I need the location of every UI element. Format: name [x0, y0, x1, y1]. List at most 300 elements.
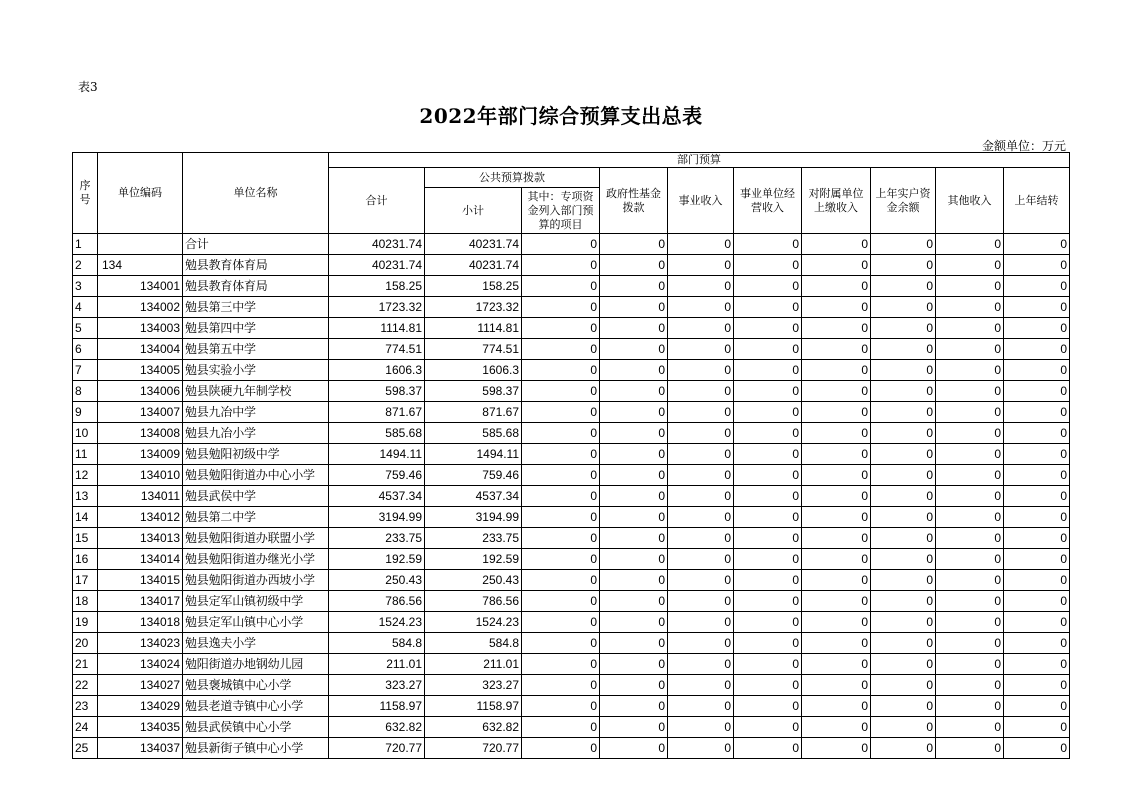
cell-seq: 15	[73, 528, 98, 549]
cell-seq: 22	[73, 675, 98, 696]
cell-seq: 13	[73, 486, 98, 507]
cell-name: 勉县武侯镇中心小学	[183, 717, 329, 738]
cell-c3: 0	[668, 654, 734, 675]
cell-c6: 0	[871, 633, 936, 654]
cell-c3: 0	[668, 234, 734, 255]
cell-c5: 0	[802, 507, 871, 528]
cell-c7: 0	[936, 297, 1004, 318]
cell-name: 勉县教育体育局	[183, 255, 329, 276]
header-seq: 序号	[73, 153, 98, 234]
cell-name: 勉县九冶小学	[183, 423, 329, 444]
cell-subtotal: 323.27	[425, 675, 522, 696]
cell-c1: 0	[522, 675, 600, 696]
cell-c3: 0	[668, 633, 734, 654]
header-name: 单位名称	[183, 153, 329, 234]
cell-total: 585.68	[329, 423, 425, 444]
cell-c3: 0	[668, 486, 734, 507]
cell-c5: 0	[802, 591, 871, 612]
table-row	[73, 507, 1070, 528]
cell-c8: 0	[1004, 633, 1070, 654]
cell-name: 勉县勉阳初级中学	[183, 444, 329, 465]
table-row	[73, 591, 1070, 612]
cell-code: 134029	[98, 696, 183, 717]
cell-code: 134009	[98, 444, 183, 465]
cell-c4: 0	[734, 423, 802, 444]
cell-subtotal: 250.43	[425, 570, 522, 591]
cell-c7: 0	[936, 423, 1004, 444]
cell-name: 勉县勉阳街道办联盟小学	[183, 528, 329, 549]
cell-c8: 0	[1004, 381, 1070, 402]
cell-total: 158.25	[329, 276, 425, 297]
cell-c1: 0	[522, 339, 600, 360]
cell-c7: 0	[936, 612, 1004, 633]
cell-total: 598.37	[329, 381, 425, 402]
cell-c2: 0	[600, 360, 668, 381]
cell-name: 勉县定军山镇中心小学	[183, 612, 329, 633]
cell-c4: 0	[734, 318, 802, 339]
table-row	[73, 276, 1070, 297]
cell-c5: 0	[802, 318, 871, 339]
cell-subtotal: 1158.97	[425, 696, 522, 717]
header-subtotal: 小计	[425, 188, 522, 234]
cell-total: 40231.74	[329, 255, 425, 276]
cell-code: 134023	[98, 633, 183, 654]
cell-c8: 0	[1004, 696, 1070, 717]
table-row	[73, 465, 1070, 486]
cell-seq: 21	[73, 654, 98, 675]
cell-total: 871.67	[329, 402, 425, 423]
cell-c8: 0	[1004, 549, 1070, 570]
cell-subtotal: 1606.3	[425, 360, 522, 381]
cell-c6: 0	[871, 255, 936, 276]
cell-c1: 0	[522, 570, 600, 591]
cell-subtotal: 40231.74	[425, 255, 522, 276]
cell-c2: 0	[600, 528, 668, 549]
unit-label: 金额单位：万元	[981, 139, 1066, 153]
cell-c4: 0	[734, 339, 802, 360]
cell-c5: 0	[802, 423, 871, 444]
cell-c7: 0	[936, 318, 1004, 339]
cell-subtotal: 233.75	[425, 528, 522, 549]
cell-c8: 0	[1004, 360, 1070, 381]
cell-c1: 0	[522, 507, 600, 528]
cell-c1: 0	[522, 696, 600, 717]
cell-c7: 0	[936, 549, 1004, 570]
cell-c8: 0	[1004, 528, 1070, 549]
cell-c7: 0	[936, 528, 1004, 549]
cell-seq: 11	[73, 444, 98, 465]
header-other-income: 其他收入	[936, 168, 1004, 234]
cell-c1: 0	[522, 612, 600, 633]
cell-c2: 0	[600, 276, 668, 297]
cell-seq: 2	[73, 255, 98, 276]
cell-total: 192.59	[329, 549, 425, 570]
cell-c1: 0	[522, 234, 600, 255]
cell-c7: 0	[936, 570, 1004, 591]
cell-c1: 0	[522, 423, 600, 444]
cell-c2: 0	[600, 549, 668, 570]
cell-c7: 0	[936, 486, 1004, 507]
header-dept-budget: 部门预算	[329, 153, 1070, 168]
cell-c3: 0	[668, 696, 734, 717]
cell-c4: 0	[734, 717, 802, 738]
cell-code: 134002	[98, 297, 183, 318]
cell-c6: 0	[871, 318, 936, 339]
cell-c8: 0	[1004, 570, 1070, 591]
cell-name: 勉县实验小学	[183, 360, 329, 381]
cell-c7: 0	[936, 591, 1004, 612]
cell-c1: 0	[522, 444, 600, 465]
cell-seq: 14	[73, 507, 98, 528]
table-row	[73, 444, 1070, 465]
cell-c8: 0	[1004, 486, 1070, 507]
table-row	[73, 675, 1070, 696]
cell-c3: 0	[668, 360, 734, 381]
cell-c5: 0	[802, 381, 871, 402]
cell-c8: 0	[1004, 465, 1070, 486]
cell-code: 134014	[98, 549, 183, 570]
cell-seq: 23	[73, 696, 98, 717]
cell-c3: 0	[668, 507, 734, 528]
cell-code: 134013	[98, 528, 183, 549]
cell-subtotal: 774.51	[425, 339, 522, 360]
table-row	[73, 423, 1070, 444]
cell-c2: 0	[600, 591, 668, 612]
cell-c6: 0	[871, 612, 936, 633]
cell-c7: 0	[936, 465, 1004, 486]
cell-c4: 0	[734, 696, 802, 717]
cell-name: 勉县第二中学	[183, 507, 329, 528]
cell-seq: 3	[73, 276, 98, 297]
cell-total: 1158.97	[329, 696, 425, 717]
cell-c4: 0	[734, 570, 802, 591]
header-code: 单位编码	[98, 153, 183, 234]
table-row	[73, 360, 1070, 381]
cell-c7: 0	[936, 276, 1004, 297]
cell-c5: 0	[802, 339, 871, 360]
cell-c1: 0	[522, 528, 600, 549]
cell-subtotal: 720.77	[425, 738, 522, 759]
cell-c6: 0	[871, 423, 936, 444]
cell-c5: 0	[802, 696, 871, 717]
cell-c3: 0	[668, 591, 734, 612]
page-title: 2022年部门综合预算支出总表	[419, 104, 703, 128]
cell-code	[98, 234, 183, 255]
cell-total: 323.27	[329, 675, 425, 696]
header-prior-balance: 上年实户资金余额	[871, 168, 936, 234]
cell-c4: 0	[734, 507, 802, 528]
cell-c3: 0	[668, 318, 734, 339]
cell-c6: 0	[871, 738, 936, 759]
cell-c3: 0	[668, 444, 734, 465]
cell-c1: 0	[522, 486, 600, 507]
cell-c8: 0	[1004, 402, 1070, 423]
cell-c4: 0	[734, 276, 802, 297]
cell-seq: 18	[73, 591, 98, 612]
cell-c8: 0	[1004, 423, 1070, 444]
cell-seq: 7	[73, 360, 98, 381]
cell-total: 233.75	[329, 528, 425, 549]
cell-name: 勉县勉阳街道办继光小学	[183, 549, 329, 570]
cell-total: 1114.81	[329, 318, 425, 339]
cell-c2: 0	[600, 654, 668, 675]
cell-c5: 0	[802, 255, 871, 276]
cell-subtotal: 1723.32	[425, 297, 522, 318]
cell-c5: 0	[802, 486, 871, 507]
cell-c5: 0	[802, 276, 871, 297]
cell-code: 134035	[98, 717, 183, 738]
cell-c5: 0	[802, 738, 871, 759]
cell-c6: 0	[871, 591, 936, 612]
table-body	[73, 234, 1070, 759]
cell-total: 250.43	[329, 570, 425, 591]
cell-c5: 0	[802, 402, 871, 423]
cell-name: 勉县教育体育局	[183, 276, 329, 297]
cell-c6: 0	[871, 528, 936, 549]
cell-c7: 0	[936, 402, 1004, 423]
cell-c3: 0	[668, 465, 734, 486]
cell-seq: 20	[73, 633, 98, 654]
cell-c2: 0	[600, 717, 668, 738]
table-row	[73, 234, 1070, 255]
cell-c4: 0	[734, 234, 802, 255]
cell-seq: 5	[73, 318, 98, 339]
cell-c3: 0	[668, 612, 734, 633]
cell-name: 勉阳街道办地钢幼儿园	[183, 654, 329, 675]
cell-subtotal: 1494.11	[425, 444, 522, 465]
table-label: 表3	[78, 80, 98, 94]
cell-code: 134018	[98, 612, 183, 633]
cell-c8: 0	[1004, 612, 1070, 633]
cell-seq: 25	[73, 738, 98, 759]
cell-code: 134006	[98, 381, 183, 402]
table-row	[73, 255, 1070, 276]
cell-c2: 0	[600, 381, 668, 402]
cell-c2: 0	[600, 486, 668, 507]
cell-total: 211.01	[329, 654, 425, 675]
cell-subtotal: 1524.23	[425, 612, 522, 633]
cell-code: 134008	[98, 423, 183, 444]
cell-seq: 17	[73, 570, 98, 591]
cell-name: 勉县勉阳街道办西坡小学	[183, 570, 329, 591]
cell-c6: 0	[871, 360, 936, 381]
cell-name: 勉县老道寺镇中心小学	[183, 696, 329, 717]
header-affiliate-income: 对附属单位上缴收入	[802, 168, 871, 234]
cell-total: 40231.74	[329, 234, 425, 255]
cell-c5: 0	[802, 465, 871, 486]
cell-seq: 4	[73, 297, 98, 318]
header-public-budget: 公共预算拨款	[425, 168, 600, 188]
cell-c8: 0	[1004, 654, 1070, 675]
cell-c4: 0	[734, 612, 802, 633]
table-row	[73, 486, 1070, 507]
table-row	[73, 612, 1070, 633]
table-row	[73, 381, 1070, 402]
cell-c5: 0	[802, 675, 871, 696]
table-row	[73, 297, 1070, 318]
cell-c1: 0	[522, 738, 600, 759]
header-operating-income: 事业单位经营收入	[734, 168, 802, 234]
cell-code: 134004	[98, 339, 183, 360]
cell-c1: 0	[522, 297, 600, 318]
cell-subtotal: 598.37	[425, 381, 522, 402]
table-row	[73, 339, 1070, 360]
cell-c8: 0	[1004, 255, 1070, 276]
table-row	[73, 738, 1070, 759]
cell-c6: 0	[871, 486, 936, 507]
cell-c2: 0	[600, 339, 668, 360]
cell-total: 3194.99	[329, 507, 425, 528]
cell-subtotal: 1114.81	[425, 318, 522, 339]
cell-total: 632.82	[329, 717, 425, 738]
cell-c3: 0	[668, 297, 734, 318]
cell-c3: 0	[668, 570, 734, 591]
cell-c7: 0	[936, 507, 1004, 528]
cell-subtotal: 40231.74	[425, 234, 522, 255]
cell-c6: 0	[871, 465, 936, 486]
cell-c8: 0	[1004, 507, 1070, 528]
cell-c6: 0	[871, 444, 936, 465]
cell-code: 134015	[98, 570, 183, 591]
cell-c2: 0	[600, 738, 668, 759]
cell-c2: 0	[600, 696, 668, 717]
cell-c7: 0	[936, 675, 1004, 696]
cell-c6: 0	[871, 675, 936, 696]
budget-table	[72, 152, 1070, 759]
cell-subtotal: 759.46	[425, 465, 522, 486]
cell-c8: 0	[1004, 444, 1070, 465]
cell-c4: 0	[734, 255, 802, 276]
header-prior-carryover: 上年结转	[1004, 168, 1070, 234]
cell-c3: 0	[668, 339, 734, 360]
cell-c3: 0	[668, 549, 734, 570]
table-row	[73, 654, 1070, 675]
cell-c3: 0	[668, 255, 734, 276]
cell-c7: 0	[936, 360, 1004, 381]
cell-c2: 0	[600, 318, 668, 339]
cell-c1: 0	[522, 717, 600, 738]
cell-code: 134007	[98, 402, 183, 423]
cell-name: 勉县武侯中学	[183, 486, 329, 507]
cell-name: 勉县逸夫小学	[183, 633, 329, 654]
cell-subtotal: 4537.34	[425, 486, 522, 507]
table-row	[73, 717, 1070, 738]
cell-c4: 0	[734, 465, 802, 486]
cell-total: 584.8	[329, 633, 425, 654]
cell-code: 134005	[98, 360, 183, 381]
cell-c3: 0	[668, 381, 734, 402]
cell-seq: 16	[73, 549, 98, 570]
cell-total: 759.46	[329, 465, 425, 486]
cell-c2: 0	[600, 570, 668, 591]
cell-seq: 8	[73, 381, 98, 402]
cell-c3: 0	[668, 738, 734, 759]
cell-code: 134012	[98, 507, 183, 528]
cell-c1: 0	[522, 276, 600, 297]
cell-c2: 0	[600, 255, 668, 276]
cell-c4: 0	[734, 675, 802, 696]
cell-c2: 0	[600, 234, 668, 255]
cell-code: 134024	[98, 654, 183, 675]
cell-c7: 0	[936, 381, 1004, 402]
cell-name: 勉县褒城镇中心小学	[183, 675, 329, 696]
cell-c2: 0	[600, 423, 668, 444]
table-row	[73, 318, 1070, 339]
cell-c5: 0	[802, 570, 871, 591]
cell-name: 勉县九冶中学	[183, 402, 329, 423]
cell-c7: 0	[936, 654, 1004, 675]
cell-c2: 0	[600, 444, 668, 465]
cell-total: 4537.34	[329, 486, 425, 507]
cell-c4: 0	[734, 402, 802, 423]
cell-c7: 0	[936, 234, 1004, 255]
cell-c4: 0	[734, 633, 802, 654]
cell-seq: 12	[73, 465, 98, 486]
cell-c5: 0	[802, 360, 871, 381]
cell-name: 勉县陕硬九年制学校	[183, 381, 329, 402]
cell-c4: 0	[734, 528, 802, 549]
cell-c6: 0	[871, 507, 936, 528]
table-row	[73, 549, 1070, 570]
cell-c6: 0	[871, 276, 936, 297]
cell-c1: 0	[522, 654, 600, 675]
cell-c5: 0	[802, 549, 871, 570]
cell-c4: 0	[734, 654, 802, 675]
cell-c3: 0	[668, 276, 734, 297]
cell-c6: 0	[871, 339, 936, 360]
cell-c7: 0	[936, 738, 1004, 759]
cell-code: 134017	[98, 591, 183, 612]
cell-c7: 0	[936, 339, 1004, 360]
cell-total: 1723.32	[329, 297, 425, 318]
cell-c2: 0	[600, 465, 668, 486]
cell-c4: 0	[734, 444, 802, 465]
table-row	[73, 633, 1070, 654]
cell-code: 134037	[98, 738, 183, 759]
cell-c3: 0	[668, 423, 734, 444]
cell-subtotal: 871.67	[425, 402, 522, 423]
cell-c3: 0	[668, 675, 734, 696]
cell-c4: 0	[734, 486, 802, 507]
cell-code: 134010	[98, 465, 183, 486]
cell-seq: 9	[73, 402, 98, 423]
cell-c5: 0	[802, 297, 871, 318]
cell-total: 774.51	[329, 339, 425, 360]
cell-total: 1606.3	[329, 360, 425, 381]
cell-total: 786.56	[329, 591, 425, 612]
cell-c5: 0	[802, 654, 871, 675]
cell-subtotal: 192.59	[425, 549, 522, 570]
cell-c8: 0	[1004, 297, 1070, 318]
cell-c6: 0	[871, 381, 936, 402]
cell-total: 1524.23	[329, 612, 425, 633]
cell-subtotal: 158.25	[425, 276, 522, 297]
cell-subtotal: 3194.99	[425, 507, 522, 528]
cell-total: 720.77	[329, 738, 425, 759]
cell-name: 勉县第五中学	[183, 339, 329, 360]
cell-c6: 0	[871, 717, 936, 738]
cell-c4: 0	[734, 381, 802, 402]
cell-c8: 0	[1004, 738, 1070, 759]
cell-seq: 24	[73, 717, 98, 738]
cell-c4: 0	[734, 738, 802, 759]
cell-code: 134011	[98, 486, 183, 507]
cell-c8: 0	[1004, 276, 1070, 297]
header-special-funds: 其中：专项资金列入部门预算的项目	[522, 188, 600, 234]
header-total: 合计	[329, 168, 425, 234]
cell-subtotal: 786.56	[425, 591, 522, 612]
cell-name: 勉县第四中学	[183, 318, 329, 339]
